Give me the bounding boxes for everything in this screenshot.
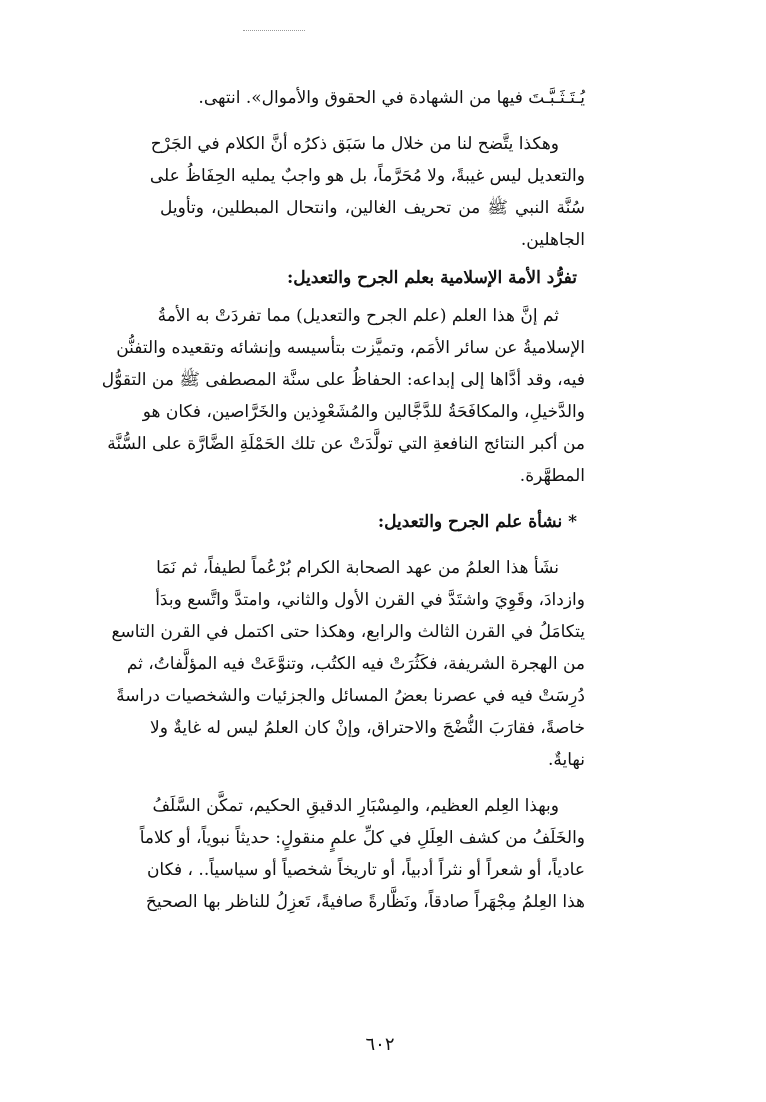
text-line: والخَلَفُ من كشف العِلَلِ في كلِّ علمٍ منقولٍ: حديثاً نبوياً، أو كلاماً [139,828,585,848]
text-line: يُـتَـثَـبَّـتَ فيها من الشهادة في الحقوق والأموال». انتهى. [198,88,585,108]
text-line: وبهذا العِلم العظيم، والمِسْبَارِ الدقيقِ الحكيم، تمكَّن السَّلَفُ [152,796,559,816]
text-line: المطهَّرة. [519,466,585,486]
text-line: فيه، وقد أدَّاها إلى إبداعه: الحفاظُ على سنَّة المصطفى ﷺ من التقوُّل [101,370,585,390]
text-line: من أكبر النتائج النافعةِ التي تولَّدَتْ عن تلك الحَمْلَةِ الضَّارَّة على السُّنَّة [107,434,585,454]
text-line: هذا العِلمُ مِجْهَراً صادقاً، ونَظَّارةً صافيةً، تَعزِلُ للناظر بها الصحيحَ [145,892,585,912]
text-line: خاصةً، فقارَبَ النُّضْجَ والاحتراق، وإنْ كان العلمُ ليس له غايةٌ ولا [150,718,585,738]
body-text [101,82,585,918]
section-heading-text: نشأة علم الجرح والتعديل: [377,512,563,532]
paragraph-gap [160,538,585,552]
text-line: نشَأ هذا العلمُ من عهد الصحابة الكرام بُرْعُماً لطيفاً، ثم نَمَا [156,558,559,578]
text-line: سُنَّة النبي ﷺ من تحريف الغالين، وانتحال المبطلين، وتأويل [160,198,585,218]
text-line: والتعديل ليس غيبةً، ولا مُحَرَّماً، بل هو واجبٌ يمليه الحِفَاظُ على [149,166,585,186]
text-line: من الهجرة الشريفة، فكَثُرَتْ فيه الكتُب، وتنوَّعَتْ فيه المؤلَّفاتُ، ثم [126,654,585,674]
text-line: عادياً، أو شعراً أو نثراً أدبياً، أو تاريخاً شخصياً أو سياسياً.. ، فكان [146,860,585,880]
text-line: نهايةٌ. [548,750,585,770]
text-line: وازدادَ، وقَوِيَ واشتَدَّ في القرن الأول والثاني، وامتدَّ واتَّسع وبدَأ [155,590,585,610]
section-heading: تفرُّد الأمة الإسلامية بعلم الجرح والتعديل: [286,268,577,288]
text-line: الإسلاميةُ عن سائر الأمَم، وتميَّزت بتأسيسه وإنشائه وتقعيده والتفنُّن [116,338,585,358]
text-line: دُرِسَتْ فيه في عصرنا بعضُ المسائل والجزئيات والشخصيات دراسةً [116,686,585,706]
page-number: ٦٠٢ [365,1034,395,1055]
text-line: ثم إنَّ هذا العلم (علم الجرح والتعديل) مما تفردَتْ به الأمةُ [157,306,559,326]
text-line: يتكامَلُ في القرن الثالث والرابع، وهكذا حتى اكتمل في القرن التاسع [111,622,585,642]
text-line: وهكذا يتَّضح لنا من خلال ما سَبَق ذكرُه أنَّ الكلام في الجَرْح [150,134,559,154]
paragraph-gap [160,492,585,506]
section-heading [160,506,585,538]
paragraph-gap [160,776,585,790]
asterisk-bullet: * [568,512,577,532]
paragraph-gap [160,114,585,128]
text-line: الجاهلين. [520,230,585,250]
text-line: والدَّخيلِ، والمكافَحَةُ للدَّجَّالين والمُشَعْوِذين والخَرَّاصين، فكان هو [142,402,585,422]
scan-mark [243,30,305,31]
